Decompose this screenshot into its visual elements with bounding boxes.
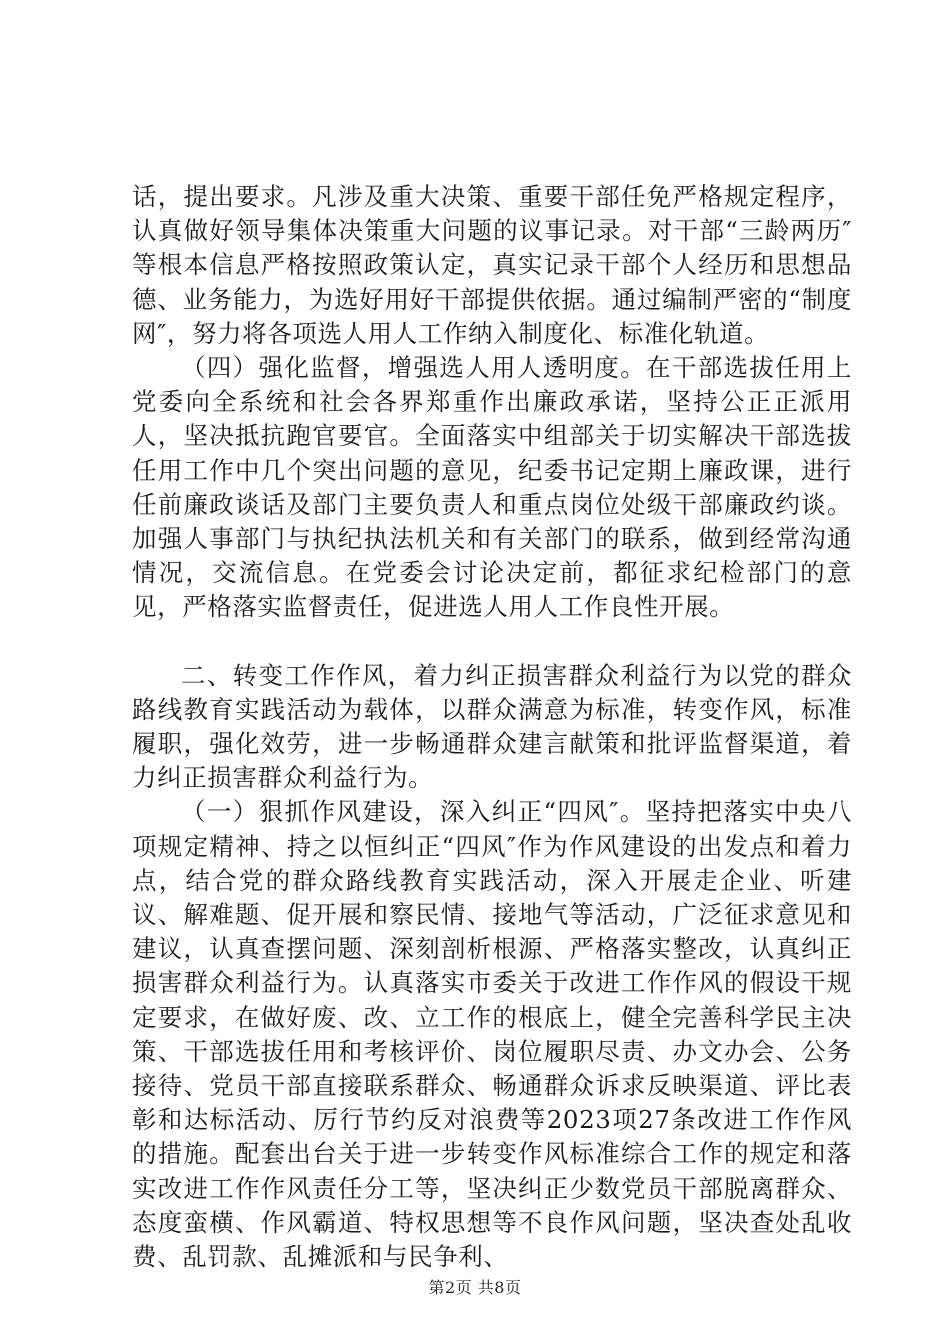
- page-footer: 第2页 共8页: [428, 1278, 522, 1297]
- paragraph-work-style: （一）狠抓作风建设，深入纠正“四风″。坚持把落实中央八项规定精神、持之以恒纠正“四风″作为作风建设的出发点和着力点，结合党的群众路线教育实践活动，深入开展走企业、听建议、解难题、促开展和察民情、接地气等活动，广泛征求意见和建议，认真查摆问题、深刻剖析根源、严格落实整改，认真纠正损害群众利益行为。认真落实市委关于改进工作作风的假设干规定要求，在做好废、改、立工作的根底上，健全完善科学民主决策、干部选拔任用和考核评价、岗位履职尽责、办文办会、公务接待、党员干部直接联系群众、畅通群众诉求反映渠道、评比表彰和达标活动、厉行节约反对浪费等2023项27条改进工作作风的措施。配套出台关于进一步转变作风标准综合工作的规定和落实改进工作作风责任分工等，坚决纠正少数党员干部脱离群众、态度蛮横、作风霸道、特权思想等不良作风问题，坚决查处乱收费、乱罚款、乱摊派和与民争利、: [132, 797, 852, 1272]
- paragraph-continued: 话，提出要求。凡涉及重大决策、重要干部任免严格规定程序，认真做好领导集体决策重大问题的议事记录。对干部“三龄两历″等根本信息严格按照政策认定，真实记录干部个人经历和思想品德、业务能力，为选好用好干部提供依据。通过编制严密的“制度网″，努力将各项选人用人工作纳入制度化、标准化轨道。: [132, 182, 852, 348]
- document-body: [132, 180, 852, 1274]
- paragraph-supervision: （四）强化监督，增强选人用人透明度。在干部选拔任用上党委向全系统和社会各界郑重作出廉政承诺，坚持公正正派用人，坚决抵抗跑官要官。全面落实中组部关于切实解决干部选拔任用工作中几个突出问题的意见，纪委书记定期上廉政课，进行任前廉政谈话及部门主要负责人和重点岗位处级干部廉政约谈。加强人事部门与执纪执法机关和有关部门的联系，做到经常沟通情况，交流信息。在党委会讨论决定前，都征求纪检部门的意见，严格落实监督责任，促进选人用人工作良性开展。: [132, 353, 852, 622]
- section-heading-paragraph: 二、转变工作作风，着力纠正损害群众利益行为以党的群众路线教育实践活动为载体，以群众满意为标准，转变作风，标准履职，强化效劳，进一步畅通群众建言献策和批评监督渠道，着力纠正损害群众利益行为。: [132, 660, 852, 793]
